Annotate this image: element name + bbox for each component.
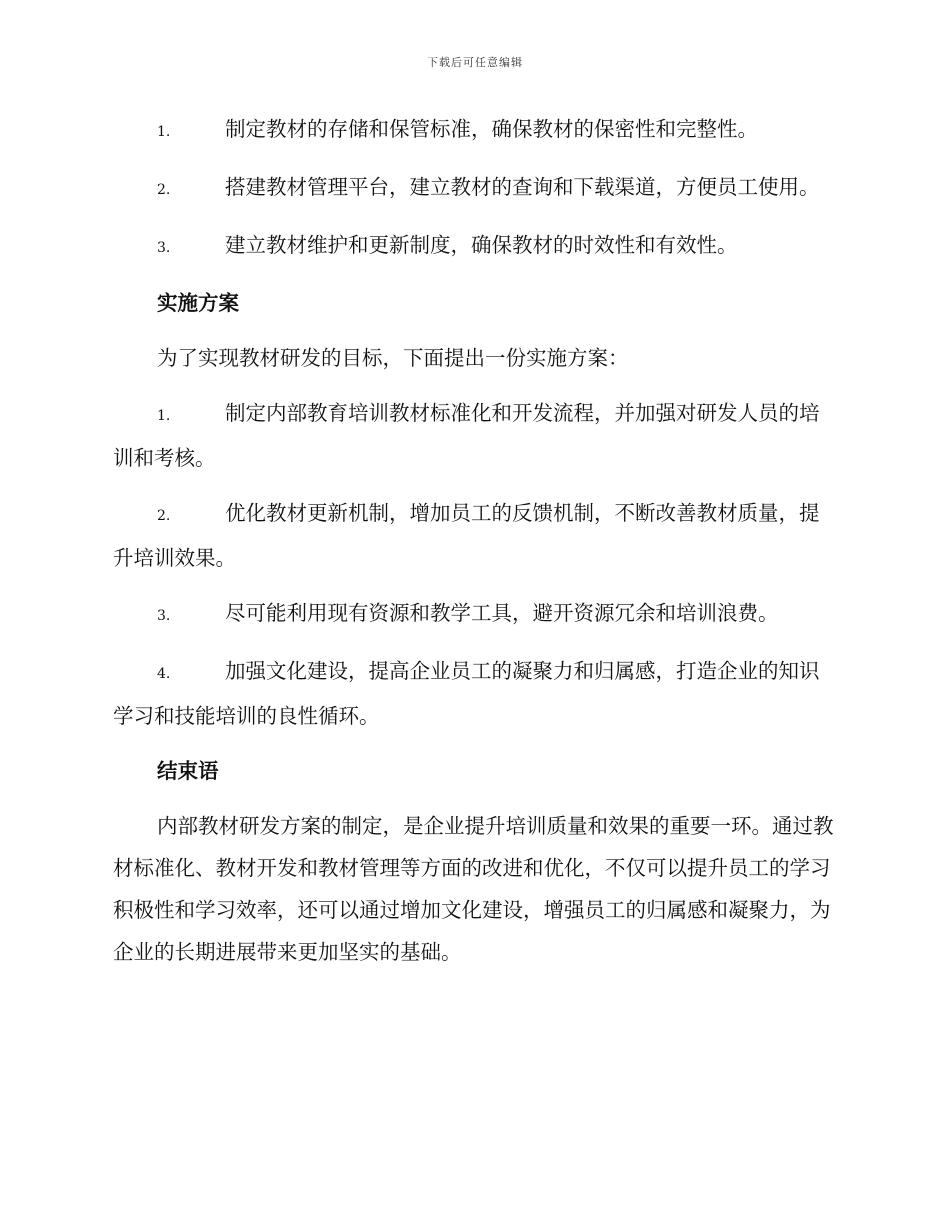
list-text: 制定内部教育培训教材标准化和开发流程，并加强对研发人员的培训和考核。 xyxy=(113,401,820,470)
list-number: 2. xyxy=(157,182,171,198)
list-item xyxy=(113,650,838,737)
document-body xyxy=(113,108,838,986)
section-heading-plan: 实施方案 xyxy=(157,291,239,315)
page-header: 下载后可任意编辑 xyxy=(427,56,523,69)
list-number: 1. xyxy=(157,124,171,140)
list-number: 3. xyxy=(157,240,171,256)
list-text: 加强文化建设，提高企业员工的凝聚力和归属感，打造企业的知识学习和技能培训的良性循环。 xyxy=(113,659,820,728)
list-item xyxy=(113,492,838,579)
list-number: 2. xyxy=(157,508,171,524)
conclusion-paragraph: 内部教材研发方案的制定，是企业提升培训质量和效果的重要一环。通过教材标准化、教材开发和教材管理等方面的改进和优化，不仅可以提升员工的学习积极性和学习效率，还可以通过增加文化建设，增强员工的归属感和凝聚力，为企业的长期进展带来更加坚实的基础。 xyxy=(113,814,834,964)
list-item xyxy=(113,224,838,269)
plan-intro: 为了实现教材研发的目标，下面提出一份实施方案： xyxy=(157,346,629,370)
list-text: 建立教材维护和更新制度，确保教材的时效性和有效性。 xyxy=(225,233,738,257)
list-item xyxy=(113,166,838,211)
list-number: 3. xyxy=(157,608,171,624)
list-number: 4. xyxy=(157,666,171,682)
list-item xyxy=(113,108,838,153)
list-text: 尽可能利用现有资源和教学工具，避开资源冗余和培训浪费。 xyxy=(225,601,779,625)
list-number: 1. xyxy=(157,408,171,424)
list-text: 搭建教材管理平台，建立教材的查询和下载渠道，方便员工使用。 xyxy=(225,175,820,199)
list-text: 优化教材更新机制，增加员工的反馈机制，不断改善教材质量，提升培训效果。 xyxy=(113,501,820,570)
list-text: 制定教材的存储和保管标准，确保教材的保密性和完整性。 xyxy=(225,117,758,141)
list-item xyxy=(113,392,838,479)
list-item xyxy=(113,592,838,637)
section-heading-conclusion: 结束语 xyxy=(157,759,219,783)
